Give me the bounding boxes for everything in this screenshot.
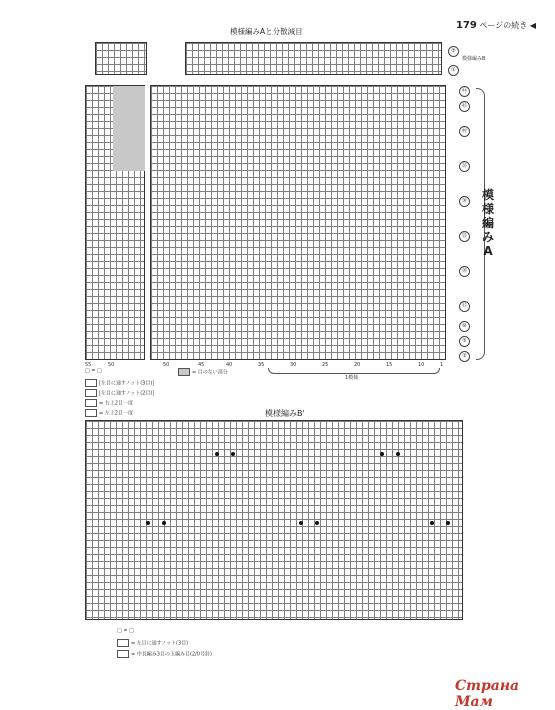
bobble-dot	[231, 452, 235, 456]
repeat-label: 1模様	[345, 375, 359, 381]
legend-item: [左目に通すノット(3目)]	[85, 379, 154, 387]
chart-b-label: 模様編みB	[462, 56, 486, 62]
watermark: Страна Мам	[455, 678, 520, 710]
bobble-dot	[215, 452, 219, 456]
col-num: 35	[258, 362, 265, 368]
page-number: 179	[456, 20, 477, 31]
chart-a-title: 模様編みAと分散減目	[230, 27, 303, 36]
row-mark: ⑤	[459, 336, 470, 347]
row-mark: ⑩	[459, 321, 470, 332]
bobble-dot	[299, 521, 303, 525]
legend-item: [左目に通すノット(2目)]	[85, 389, 154, 397]
bobble-dot	[396, 452, 400, 456]
row-mark: ⑮	[459, 301, 470, 312]
row-mark: ①	[448, 65, 459, 76]
col-num: 50	[163, 362, 170, 368]
col-num: 30	[290, 362, 297, 368]
legend-item: = 中長編み3目の玉編み目(2/0号針)	[117, 650, 212, 658]
legend-item: □ = □	[117, 628, 134, 634]
chart-a-main	[150, 85, 446, 360]
bobble-dot	[380, 452, 384, 456]
arrow-icon: ◀	[529, 21, 536, 30]
legend-gray: = 目のない部分	[178, 368, 228, 376]
row-mark: ㊺	[459, 101, 470, 112]
bobble-dot	[146, 521, 150, 525]
chart-b-strip-main	[185, 42, 442, 75]
row-mark: ㉟	[459, 161, 470, 172]
chart-b2-title: 模様編みB'	[265, 409, 305, 418]
row-mark: ㉕	[459, 231, 470, 242]
col-num: 50	[108, 362, 115, 368]
bobble-dot	[315, 521, 319, 525]
row-mark: ㊹	[459, 86, 470, 97]
header-text: ページの続き	[479, 21, 528, 30]
legend-item: = 右上2目一度	[85, 399, 133, 407]
col-num: 1	[440, 362, 444, 368]
row-mark: ㊵	[459, 126, 470, 137]
bobble-dot	[162, 521, 166, 525]
page-header	[456, 20, 536, 31]
col-num: 15	[386, 362, 393, 368]
bobble-dot	[430, 521, 434, 525]
row-mark: ①	[459, 351, 470, 362]
legend-item: = 左目に通すノット(3目)	[117, 639, 188, 647]
legend-item: = 左上2目一度	[85, 409, 133, 417]
row-mark: ㉚	[459, 196, 470, 207]
col-num: 20	[354, 362, 361, 368]
bobble-dot	[446, 521, 450, 525]
col-num: 40	[226, 362, 233, 368]
no-stitch-area	[113, 86, 145, 171]
col-num: 25	[322, 362, 329, 368]
col-num: 55	[85, 362, 92, 368]
legend-item: □ = □	[85, 368, 102, 374]
side-label: 模様編みA	[481, 188, 494, 258]
col-num: 10	[418, 362, 425, 368]
row-mark: ⑤	[448, 46, 459, 57]
col-num: 45	[198, 362, 205, 368]
chart-b-strip-left	[95, 42, 147, 75]
row-mark: ⑳	[459, 266, 470, 277]
chart-b2-main	[85, 420, 463, 620]
